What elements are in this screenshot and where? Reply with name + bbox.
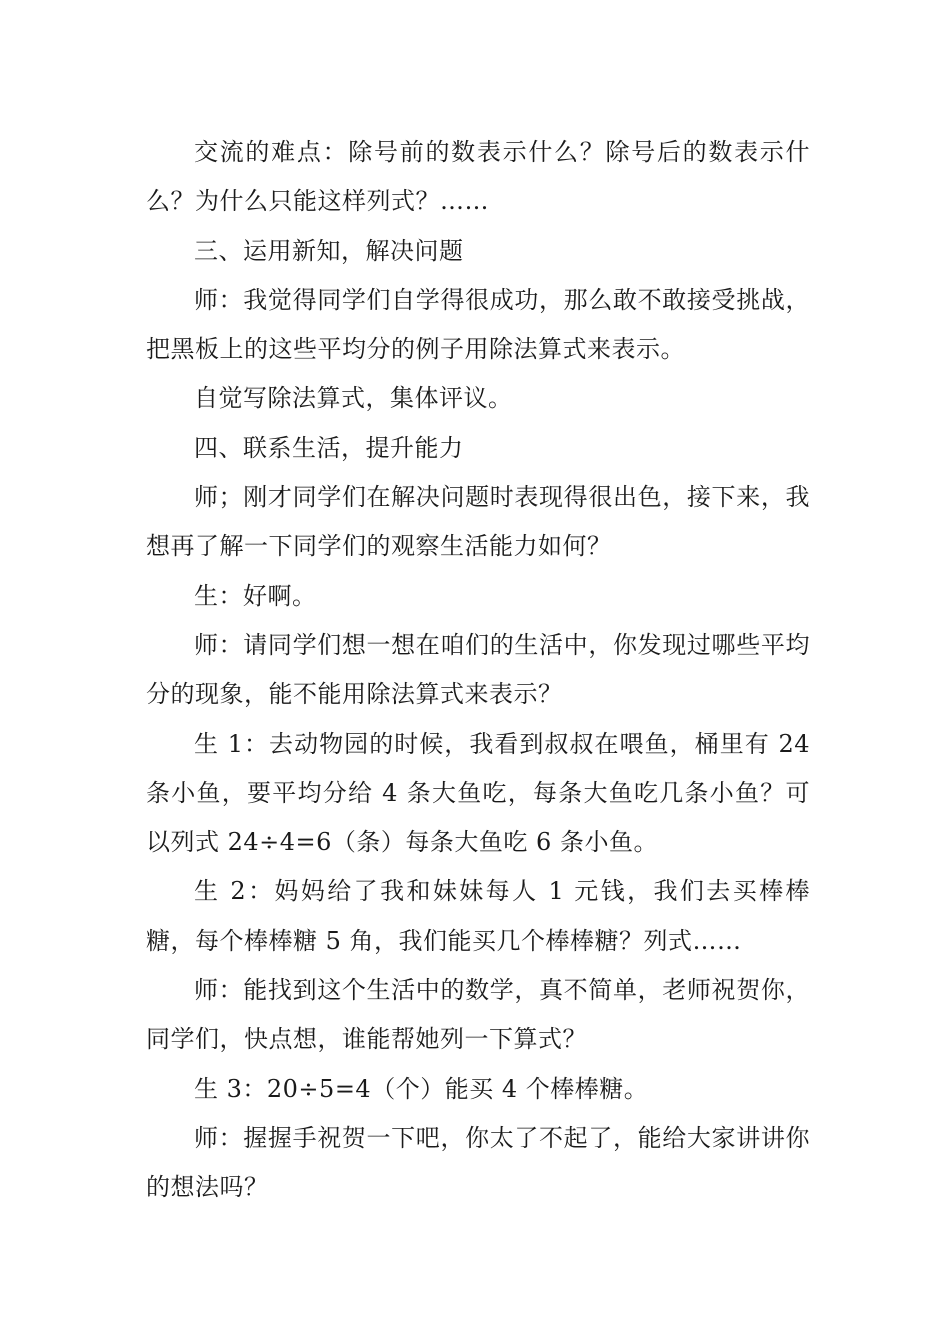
paragraph-student-3: 生 3：20÷5=4（个）能买 4 个棒棒糖。 (194, 1074, 649, 1103)
paragraph-student-2: 生 2：妈妈给了我和妹妹每人 1 元钱，我们去买棒棒糖，每个棒棒糖 5 角，我们能买几个棒棒糖？列式…… (146, 877, 810, 955)
paragraph-teacher-handshake: 师：握握手祝贺一下吧，你太了不起了，能给大家讲讲你的想法吗？ (146, 1123, 810, 1202)
paragraph-difficulty: 交流的难点：除号前的数表示什么？除号后的数表示什么？为什么只能这样列式？…… (146, 138, 810, 216)
paragraph-teacher-observe: 师；刚才同学们在解决问题时表现得很出色，接下来，我想再了解一下同学们的观察生活能力如何？ (146, 483, 810, 561)
paragraph-teacher-praise: 师：能找到这个生活中的数学，真不简单，老师祝贺你，同学们，快点想，谁能帮她列一下算式？ (146, 976, 810, 1054)
section-heading-apply: 三、运用新知，解决问题 (194, 236, 464, 265)
paragraph-teacher-challenge: 师：我觉得同学们自学得很成功，那么敢不敢接受挑战，把黑板上的这些平均分的例子用除法算式来表示。 (146, 285, 810, 364)
paragraph-student-1: 生 1：去动物园的时候，我看到叔叔在喂鱼，桶里有 24 条小鱼，要平均分给 4 条大鱼吃，每条大鱼吃几条小鱼？可以列式 24÷4=6（条）每条大鱼吃 6 条小鱼。 (146, 729, 810, 857)
paragraph-teacher-question: 师：请同学们想一想在咱们的生活中，你发现过哪些平均分的现象，能不能用除法算式来表示？ (146, 630, 810, 709)
document-body (146, 128, 810, 1213)
section-heading-life: 四、联系生活，提升能力 (194, 433, 464, 462)
paragraph-self-write: 自觉写除法算式，集体评议。 (194, 384, 513, 413)
paragraph-student-reply: 生：好啊。 (194, 581, 317, 610)
